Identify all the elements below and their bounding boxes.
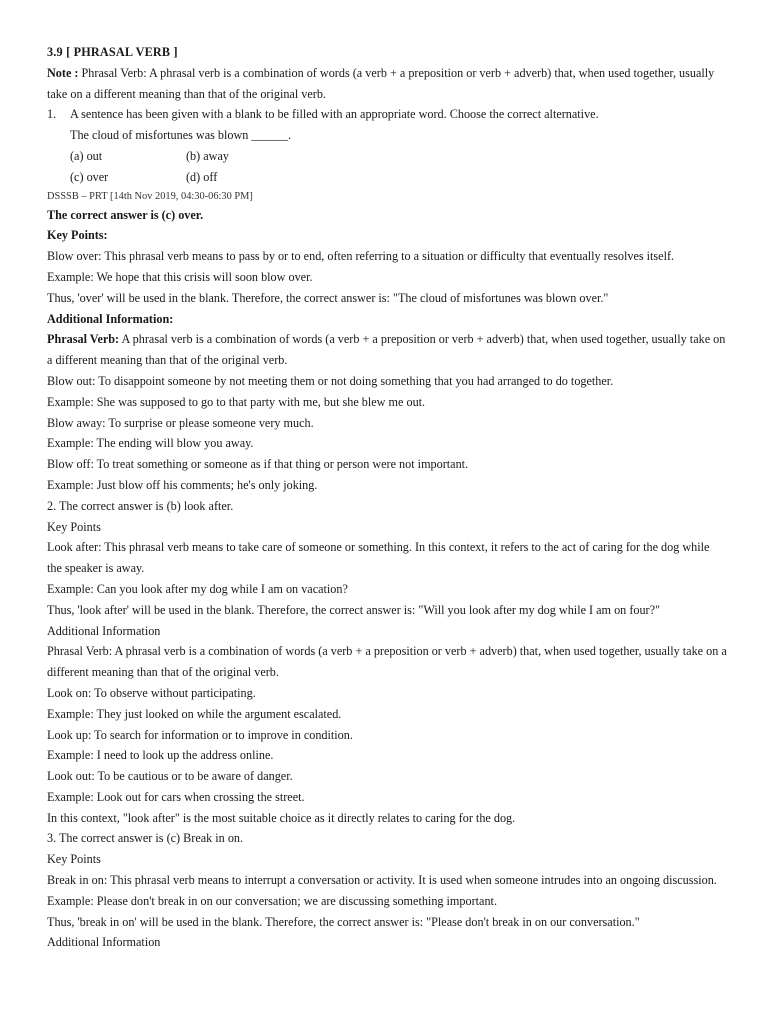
section-title: 3.9 [ PHRASAL VERB ] [47, 45, 178, 59]
option-d: (d) off [186, 169, 218, 184]
answer-2-extra-line: Example: Look out for cars when crossing the street. [47, 789, 305, 804]
answer-1-key-points-label: Key Points: [47, 228, 108, 243]
answer-2-additional-label: Additional Information [47, 623, 161, 638]
option-a: (a) out [70, 148, 103, 163]
note-label: Note : [47, 65, 79, 80]
answer-3-correct: 3. The correct answer is (c) Break in on. [47, 831, 244, 846]
answer-3-line: Example: Please don't break in on our conversation; we are discussing something important. [47, 893, 497, 908]
option-c: (c) over [70, 169, 109, 184]
answer-2-line: Look after: This phrasal verb means to take care of someone or something. In this context, it refers to the act of caring for the dog while the speaker is away. [47, 540, 710, 576]
answer-1-phrasal-definition [47, 329, 727, 371]
options-row-1 [47, 146, 727, 167]
question-source: DSSSB – PRT [14th Nov 2019, 04:30-06:30 PM] [47, 190, 253, 202]
answer-3-additional-label: Additional Information [47, 935, 161, 950]
answer-2-extra-line: Look on: To observe without participating. [47, 685, 256, 700]
answer-2-line: Thus, 'look after' will be used in the blank. Therefore, the correct answer is: "Will you look after my dog while I am on four?" [47, 602, 661, 617]
answer-2-extra-line: Look up: To search for information or to improve in condition. [47, 727, 353, 742]
answer-1-extra-line: Example: The ending will blow you away. [47, 436, 254, 451]
phrasal-verb-text: A phrasal verb is a combination of words (a verb + a preposition or verb + adverb) that, when used together, usually take on a different meaning than that of the original verb. [47, 332, 726, 368]
answer-1-extra-line: Blow out: To disappoint someone by not meeting them or not doing something that you had arranged to do together. [47, 373, 614, 388]
answer-2-phrasal-definition: Phrasal Verb: A phrasal verb is a combination of words (a verb + a preposition or verb + adverb) that, when used together, usually take on a different meaning than that of the original verb. [47, 644, 727, 680]
option-b: (b) away [186, 148, 229, 163]
phrasal-verb-label: Phrasal Verb: [47, 332, 120, 347]
answer-2-key-points-label: Key Points [47, 519, 101, 534]
answer-1-extra-line: Blow away: To surprise or please someone very much. [47, 415, 314, 430]
question-sentence: The cloud of misfortunes was blown ______. [70, 128, 292, 143]
answer-2-line: Example: Can you look after my dog while I am on vacation? [47, 581, 348, 596]
answer-1-additional-label: Additional Information: [47, 311, 174, 326]
question-number: 1. [47, 107, 57, 122]
answer-1-line: Example: We hope that this crisis will soon blow over. [47, 269, 313, 284]
answer-1-correct: The correct answer is (c) over. [47, 207, 204, 222]
note-paragraph [47, 63, 727, 105]
answer-1-line: Blow over: This phrasal verb means to pass by or to end, often referring to a situation or difficulty that eventually resolves itself. [47, 249, 675, 264]
answer-2-extra-line: Look out: To be cautious or to be aware of danger. [47, 769, 293, 784]
answer-2-extra-line: Example: They just looked on while the argument escalated. [47, 706, 342, 721]
answer-3-key-points-label: Key Points [47, 852, 101, 867]
answer-1-extra-line: Example: Just blow off his comments; he's only joking. [47, 477, 318, 492]
answer-1-line: Thus, 'over' will be used in the blank. Therefore, the correct answer is: "The cloud of misfortunes was blown over." [47, 290, 609, 305]
answer-1-extra-line: Example: She was supposed to go to that party with me, but she blew me out. [47, 394, 426, 409]
note-text: Phrasal Verb: A phrasal verb is a combination of words (a verb + a preposition or verb + adverb) that, when used together, usually take on a different meaning than that of the original verb. [47, 65, 715, 101]
answer-3-line: Break in on: This phrasal verb means to interrupt a conversation or activity. It is used when someone intrudes into an ongoing discussion. [47, 873, 717, 888]
answer-1-extra-line: Blow off: To treat something or someone as if that thing or person were not important. [47, 457, 469, 472]
document-page [47, 42, 727, 953]
question-instruction: A sentence has been given with a blank to be filled with an appropriate word. Choose the correct alternative. [70, 107, 599, 122]
options-row-2 [47, 167, 727, 188]
answer-2-extra-line: In this context, "look after" is the most suitable choice as it directly relates to caring for the dog. [47, 810, 516, 825]
answer-3-line: Thus, 'break in on' will be used in the blank. Therefore, the correct answer is: "Please don't break in on our conversation." [47, 914, 640, 929]
question-1 [47, 104, 727, 125]
answer-2-correct: 2. The correct answer is (b) look after. [47, 498, 234, 513]
answer-2-extra-line: Example: I need to look up the address online. [47, 748, 274, 763]
